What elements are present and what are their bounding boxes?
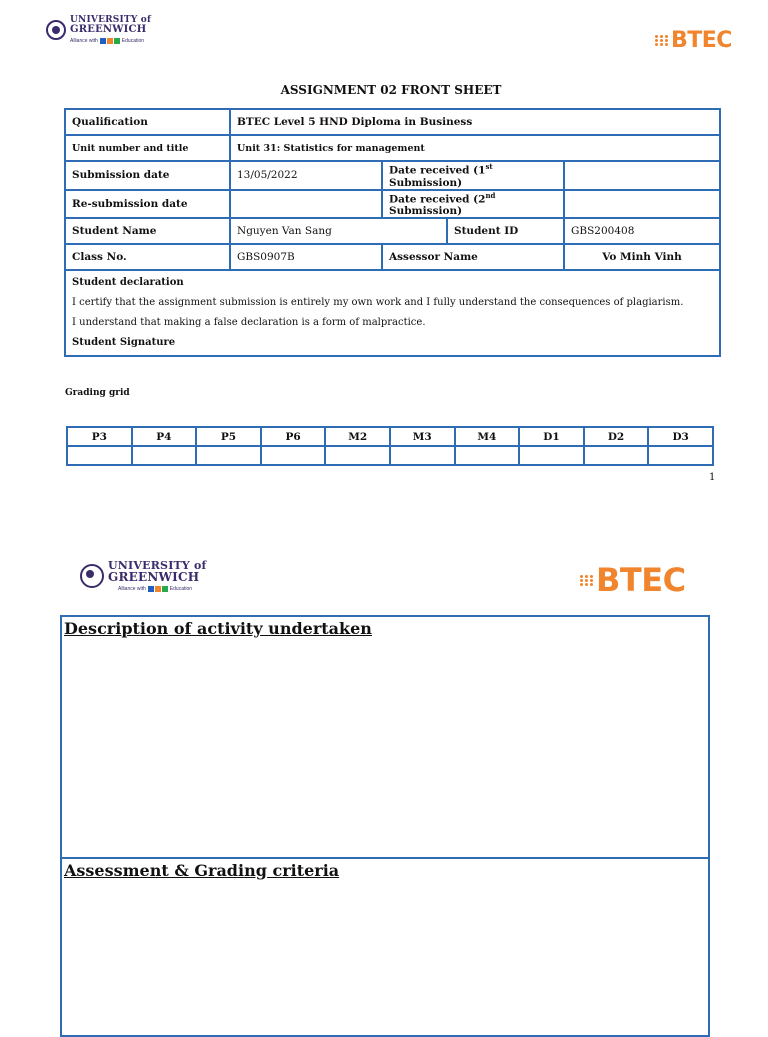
submission-date-label: Submission date xyxy=(65,161,230,190)
unit-label: Unit number and title xyxy=(65,135,230,161)
grade-cell-p6[interactable] xyxy=(261,446,326,465)
declaration-row xyxy=(65,270,720,356)
fpt-logo-icon xyxy=(100,38,120,44)
description-heading: Description of activity undertaken xyxy=(64,619,372,638)
qualification-row xyxy=(65,109,720,135)
declaration-line-1: I certify that the assignment submission is entirely my own work and I fully understand the consequences of plagiarism. xyxy=(72,297,684,308)
grade-cell-d3[interactable] xyxy=(648,446,713,465)
unit-row xyxy=(65,135,720,161)
grade-cell-m3[interactable] xyxy=(390,446,455,465)
criteria-box[interactable] xyxy=(60,857,710,1037)
grade-header-d3: D3 xyxy=(648,427,713,446)
grade-cell-m2[interactable] xyxy=(325,446,390,465)
grade-cell-d2[interactable] xyxy=(584,446,649,465)
assessor-label: Assessor Name xyxy=(382,244,564,270)
date-received-2-value[interactable] xyxy=(564,190,720,219)
grade-header-m3: M3 xyxy=(390,427,455,446)
grade-header-d1: D1 xyxy=(519,427,584,446)
grade-header-p5: P5 xyxy=(196,427,261,446)
resubmission-date-label: Re-submission date xyxy=(65,190,230,219)
grade-cell-p4[interactable] xyxy=(132,446,197,465)
declaration-line-2: I understand that making a false declaration is a form of malpractice. xyxy=(72,317,426,328)
assessor-value: Vo Minh Vinh xyxy=(564,244,720,270)
student-row xyxy=(65,218,720,244)
grade-header-p3: P3 xyxy=(67,427,132,446)
btec-logo: BTEC xyxy=(655,28,732,53)
submission-date-value: 13/05/2022 xyxy=(230,161,382,190)
description-box[interactable] xyxy=(60,615,710,859)
declaration-heading: Student declaration xyxy=(72,277,184,288)
signature-label: Student Signature xyxy=(72,337,176,348)
grade-cell-p5[interactable] xyxy=(196,446,261,465)
student-id-value: GBS200408 xyxy=(564,218,720,244)
btec-dots-icon xyxy=(580,575,594,586)
class-label: Class No. xyxy=(65,244,230,270)
student-name-value: Nguyen Van Sang xyxy=(230,218,447,244)
grade-cell-p3[interactable] xyxy=(67,446,132,465)
grade-header-p6: P6 xyxy=(261,427,326,446)
resubmission-date-row xyxy=(65,190,720,219)
grading-grid-header-row xyxy=(67,427,713,446)
date-received-1-value[interactable] xyxy=(564,161,720,190)
qualification-value: BTEC Level 5 HND Diploma in Business xyxy=(230,109,720,135)
date-received-1-label: Date received (1st Submission) xyxy=(382,161,564,190)
greenwich-crest-icon xyxy=(80,564,104,588)
page-title: ASSIGNMENT 02 FRONT SHEET xyxy=(280,83,502,97)
btec-dots-icon xyxy=(655,35,669,46)
university-of-greenwich-logo: UNIVERSITY of GREENWICH Alliance with Education xyxy=(46,16,151,44)
university-of-greenwich-logo-2: UNIVERSITY of GREENWICH Alliance with Education xyxy=(80,560,206,592)
greenwich-crest-icon xyxy=(46,20,66,40)
grading-grid-table xyxy=(66,426,714,466)
criteria-heading: Assessment & Grading criteria xyxy=(64,861,340,880)
declaration-cell xyxy=(65,270,720,356)
student-name-label: Student Name xyxy=(65,218,230,244)
date-received-2-label: Date received (2nd Submission) xyxy=(382,190,564,219)
grade-header-m4: M4 xyxy=(455,427,520,446)
class-value: GBS0907B xyxy=(230,244,382,270)
resubmission-date-value[interactable] xyxy=(230,190,382,219)
grade-header-m2: M2 xyxy=(325,427,390,446)
submission-date-row xyxy=(65,161,720,190)
fpt-logo-icon xyxy=(148,586,168,592)
grade-header-d2: D2 xyxy=(584,427,649,446)
qualification-label: Qualification xyxy=(65,109,230,135)
front-sheet-table xyxy=(64,108,721,357)
class-row xyxy=(65,244,720,270)
grading-grid-label: Grading grid xyxy=(65,388,130,398)
grading-grid-value-row xyxy=(67,446,713,465)
student-id-label: Student ID xyxy=(447,218,564,244)
grade-header-p4: P4 xyxy=(132,427,197,446)
grade-cell-m4[interactable] xyxy=(455,446,520,465)
btec-logo-2: BTEC xyxy=(580,561,686,599)
grade-cell-d1[interactable] xyxy=(519,446,584,465)
unit-value: Unit 31: Statistics for management xyxy=(230,135,720,161)
page-number: 1 xyxy=(709,472,716,483)
